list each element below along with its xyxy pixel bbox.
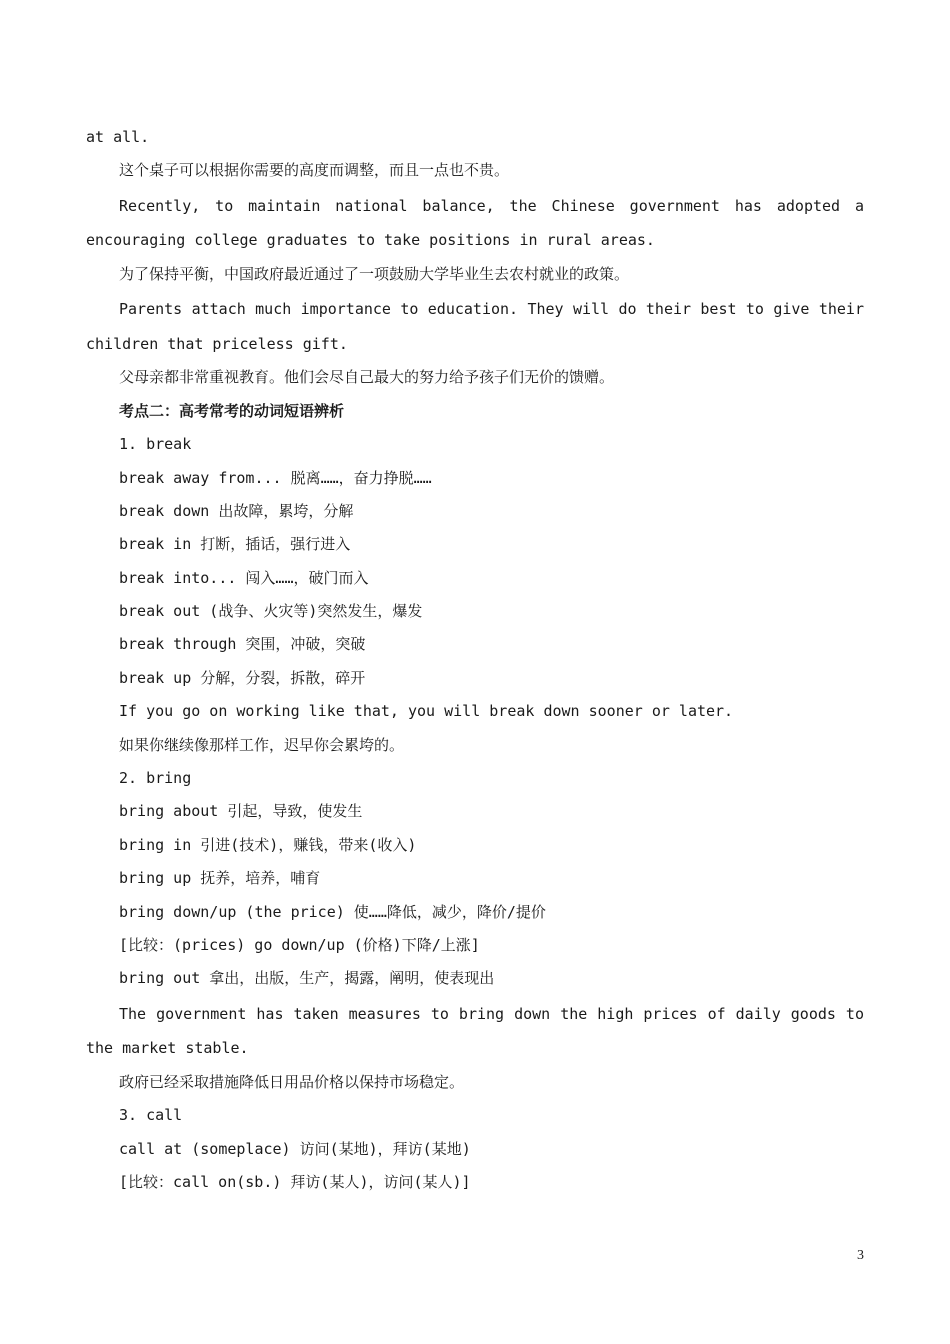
subsection-heading: 1. break: [119, 435, 192, 454]
page-content: [86, 121, 864, 1199]
subsection-heading: 3. call: [119, 1106, 183, 1125]
example-sentence: The government has taken measures to bring down the high prices of daily goods to: [119, 1004, 864, 1023]
text-line: Recently, to maintain national balance, the Chinese government has adopted a: [119, 196, 864, 215]
phrase-entry: bring about 引起，导致，使发生: [119, 802, 363, 821]
subsection-heading: 2. bring: [119, 769, 192, 788]
phrase-entry: break into... 闯入……，破门而入: [119, 568, 369, 587]
example-translation: 政府已经采取措施降低日用品价格以保持市场稳定。: [119, 1072, 465, 1091]
phrase-entry: break in 打断，插话，强行进入: [119, 535, 351, 554]
section-heading: 考点二：高考常考的动词短语辨析: [119, 401, 345, 420]
phrase-entry: break down 出故障，累垮，分解: [119, 501, 354, 520]
phrase-entry: call at (someplace) 访问(某地)，拜访(某地): [119, 1139, 471, 1158]
example-translation: 如果你继续像那样工作，迟早你会累垮的。: [119, 735, 405, 754]
text-line: 这个桌子可以根据你需要的高度而调整，而且一点也不贵。: [119, 161, 510, 180]
phrase-entry: break through 突围，冲破，突破: [119, 635, 366, 654]
phrase-entry: bring down/up (the price) 使……降低，减少，降价/提价: [119, 902, 546, 921]
text-line: encouraging college graduates to take positions in rural areas.: [86, 231, 655, 250]
phrase-entry: break out (战争、火灾等)突然发生，爆发: [119, 602, 423, 621]
page-number: 3: [857, 1248, 864, 1263]
phrase-entry: break away from... 脱离……，奋力挣脱……: [119, 468, 432, 487]
example-sentence-continued: the market stable.: [86, 1039, 249, 1058]
text-line: 为了保持平衡，中国政府最近通过了一项鼓励大学毕业生去农村就业的政策。: [119, 264, 630, 283]
text-line: at all.: [86, 128, 150, 146]
comparison-note: [比较：(prices) go down/up (价格)下降/上涨]: [119, 935, 480, 954]
phrase-entry: bring in 引进(技术)，赚钱，带来(收入): [119, 835, 417, 854]
phrase-entry: break up 分解，分裂，拆散，碎开: [119, 668, 366, 687]
text-line: children that priceless gift.: [86, 334, 348, 353]
example-sentence: If you go on working like that, you will break down sooner or later.: [119, 702, 734, 721]
phrase-entry: bring up 抚养，培养，哺育: [119, 869, 321, 888]
comparison-note: [比较：call on(sb.) 拜访(某人)，访问(某人)]: [119, 1173, 471, 1191]
phrase-entry: bring out 拿出，出版，生产，揭露，阐明，使表现出: [119, 969, 495, 988]
text-line: Parents attach much importance to education. They will do their best to give their: [119, 300, 864, 319]
text-line: 父母亲都非常重视教育。他们会尽自己最大的努力给予孩子们无价的馈赠。: [119, 368, 615, 387]
